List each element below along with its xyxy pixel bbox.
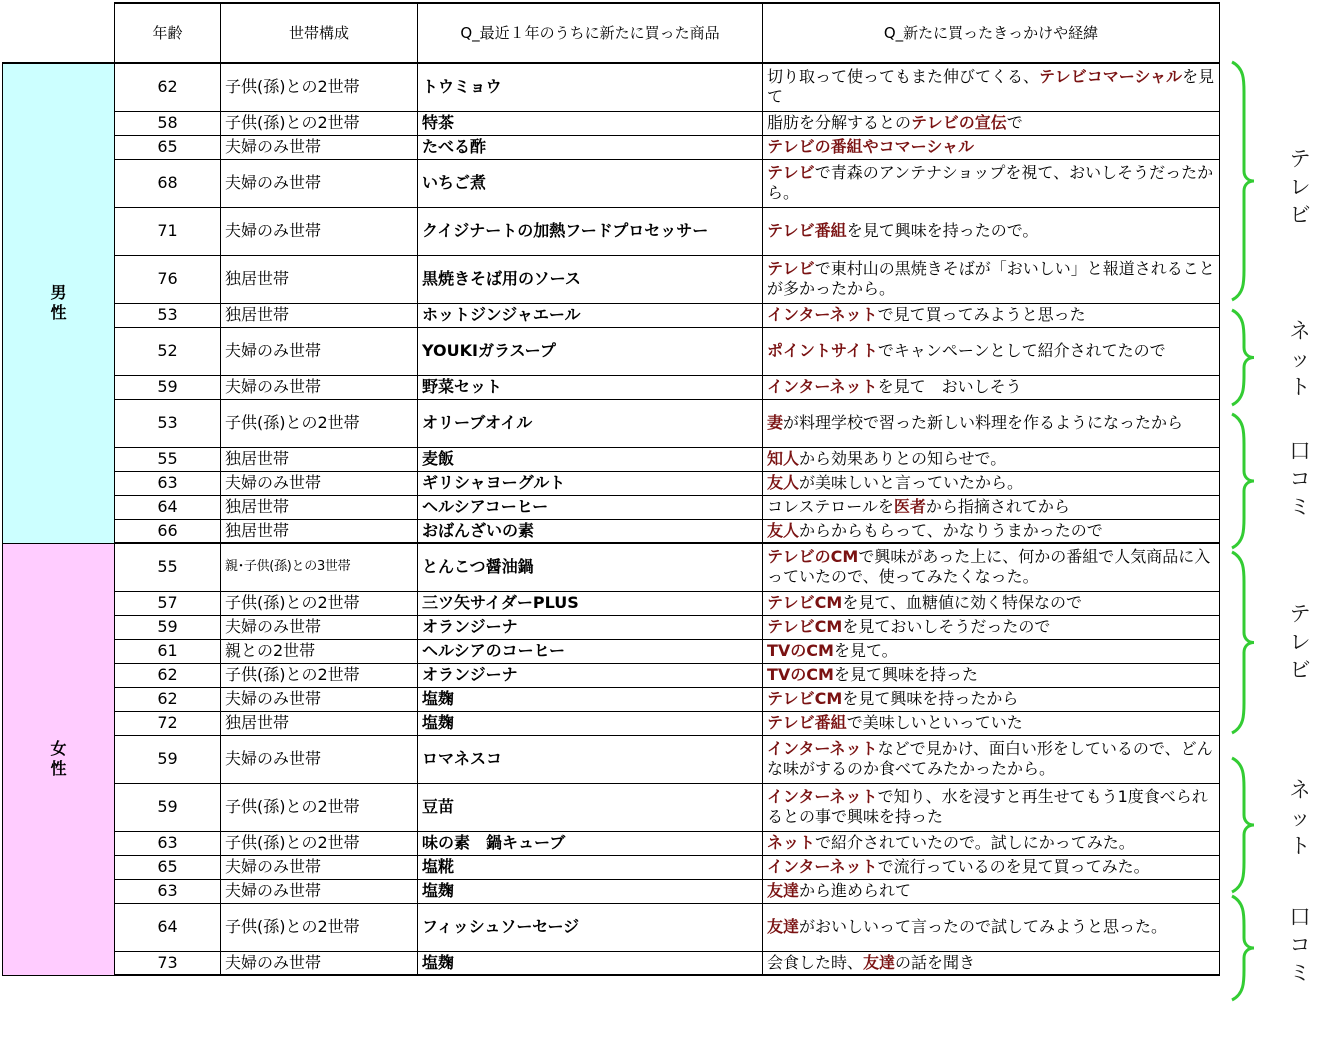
corner-cell — [3, 3, 115, 63]
household-cell: 独居世帯 — [221, 519, 418, 543]
reason-text: がおいしいって言ったので試してみようと思った。 — [799, 917, 1168, 936]
group-label-char: 性 — [50, 759, 67, 778]
household-cell: 夫婦のみ世帯 — [221, 471, 418, 495]
reason-text: の話を聞き — [895, 952, 976, 972]
category-label: テ レ ビ — [1289, 602, 1311, 682]
brace-shape — [1232, 896, 1254, 1000]
table-row — [3, 735, 1220, 783]
household-cell: 夫婦のみ世帯 — [221, 615, 418, 639]
category-braces — [1226, 0, 1266, 1053]
table-row — [3, 903, 1220, 951]
reason-cell — [763, 255, 1220, 303]
reason-cell — [763, 63, 1220, 111]
household-cell: 子供(孫)との2世帯 — [221, 399, 418, 447]
table-row — [3, 303, 1220, 327]
age-cell: 52 — [115, 327, 221, 375]
age-cell: 66 — [115, 519, 221, 543]
reason-source-highlight: テレビ — [767, 259, 815, 278]
age-cell: 71 — [115, 207, 221, 255]
table-row — [3, 135, 1220, 159]
age-cell: 68 — [115, 159, 221, 207]
reason-source-highlight: TVのCM — [767, 665, 834, 684]
household-cell: 子供(孫)との2世帯 — [221, 783, 418, 831]
household-cell: 独居世帯 — [221, 303, 418, 327]
product-cell: 塩麹 — [418, 879, 763, 903]
table-body — [3, 63, 1220, 975]
age-cell: 53 — [115, 399, 221, 447]
reason-source-highlight: 友達 — [863, 952, 896, 972]
reason-text: を見て興味を持ったから — [842, 689, 1019, 708]
reason-source-highlight: インターネット — [767, 857, 878, 876]
household-cell: 夫婦のみ世帯 — [221, 207, 418, 255]
table-row — [3, 639, 1220, 663]
table-row — [3, 879, 1220, 903]
household-cell: 子供(孫)との2世帯 — [221, 831, 418, 855]
table-row — [3, 63, 1220, 111]
product-cell: とんこつ醤油鍋 — [418, 543, 763, 591]
table-row — [3, 471, 1220, 495]
reason-text: を見て興味を持ったので。 — [846, 221, 1039, 240]
table-row — [3, 615, 1220, 639]
household-cell: 夫婦のみ世帯 — [221, 135, 418, 159]
reason-source-highlight: インターネット — [767, 377, 878, 396]
household-cell: 子供(孫)との2世帯 — [221, 63, 418, 111]
table-row — [3, 663, 1220, 687]
reason-cell — [763, 327, 1220, 375]
age-cell: 55 — [115, 447, 221, 471]
group-label-char: 女 — [50, 739, 67, 758]
reason-text: で — [1006, 113, 1023, 132]
age-cell: 53 — [115, 303, 221, 327]
household-cell: 独居世帯 — [221, 495, 418, 519]
header-row — [3, 3, 1220, 63]
category-label: テ レ ビ — [1289, 147, 1311, 227]
header-product: Q_最近１年のうちに新たに買った商品 — [418, 3, 763, 63]
brace-shape — [1232, 62, 1254, 300]
reason-text: で見て買ってみようと思った — [877, 305, 1086, 324]
household-cell: 子供(孫)との2世帯 — [221, 903, 418, 951]
product-cell: おばんざいの素 — [418, 519, 763, 543]
category-label: 口 コ ミ — [1289, 905, 1311, 985]
product-cell: 黒焼きそば用のソース — [418, 255, 763, 303]
age-cell: 76 — [115, 255, 221, 303]
household-cell: 親との2世帯 — [221, 639, 418, 663]
group-label-char: 性 — [50, 303, 67, 323]
household-cell: 夫婦のみ世帯 — [221, 687, 418, 711]
reason-cell — [763, 135, 1220, 159]
reason-source-highlight: インターネット — [767, 787, 878, 806]
group-female — [3, 543, 115, 975]
reason-text: で東村山の黒焼きそばが「おいしい」と報道されることが多かったから。 — [767, 259, 1215, 298]
age-cell: 59 — [115, 735, 221, 783]
reason-text: で美味しいといっていた — [846, 713, 1023, 732]
reason-text: からからもらって、かなりうまかったので — [799, 520, 1103, 540]
reason-cell — [763, 207, 1220, 255]
reason-text: を見ておいしそうだったので — [842, 617, 1051, 636]
reason-source-highlight: ネット — [767, 833, 816, 852]
table-row — [3, 207, 1220, 255]
reason-text: 会食した時、 — [767, 952, 864, 972]
household-cell: 独居世帯 — [221, 711, 418, 735]
product-cell: たべる酢 — [418, 135, 763, 159]
age-cell: 64 — [115, 903, 221, 951]
age-cell: 64 — [115, 495, 221, 519]
brace-shape — [1232, 758, 1254, 892]
table-row — [3, 711, 1220, 735]
product-cell: 野菜セット — [418, 375, 763, 399]
age-cell: 73 — [115, 951, 221, 975]
reason-cell — [763, 879, 1220, 903]
product-cell: ホットジンジャエール — [418, 303, 763, 327]
brace-shape — [1232, 310, 1254, 405]
reason-source-highlight: テレビCM — [767, 617, 843, 636]
reason-cell — [763, 471, 1220, 495]
reason-cell — [763, 855, 1220, 879]
reason-cell — [763, 543, 1220, 591]
product-cell: 麦飯 — [418, 447, 763, 471]
reason-cell — [763, 687, 1220, 711]
age-cell: 65 — [115, 855, 221, 879]
product-cell: 豆苗 — [418, 783, 763, 831]
reason-cell — [763, 903, 1220, 951]
household-cell: 親･子供(孫)との3世帯 — [221, 543, 418, 591]
product-cell: ヘルシアコーヒー — [418, 495, 763, 519]
age-cell: 65 — [115, 135, 221, 159]
reason-text: が美味しいと言っていたから。 — [799, 473, 1024, 492]
product-cell: 三ツ矢サイダーPLUS — [418, 591, 763, 615]
household-cell: 夫婦のみ世帯 — [221, 375, 418, 399]
product-cell: クイジナートの加熱フードプロセッサー — [418, 207, 763, 255]
reason-cell — [763, 111, 1220, 135]
reason-text: で青森のアンテナショップを視て、おいしそうだったから。 — [767, 163, 1214, 202]
age-cell: 72 — [115, 711, 221, 735]
age-cell: 62 — [115, 63, 221, 111]
product-cell: トウミョウ — [418, 63, 763, 111]
age-cell: 59 — [115, 375, 221, 399]
household-cell: 子供(孫)との2世帯 — [221, 591, 418, 615]
reason-text: で知り、水を浸すと再生せてもう1度食べられるとの事で興味を持った — [767, 787, 1208, 826]
reason-cell — [763, 375, 1220, 399]
household-cell: 夫婦のみ世帯 — [221, 735, 418, 783]
reason-cell — [763, 399, 1220, 447]
reason-cell — [763, 951, 1220, 975]
product-cell: ギリシャヨーグルト — [418, 471, 763, 495]
table-row — [3, 951, 1220, 975]
household-cell: 子供(孫)との2世帯 — [221, 111, 418, 135]
reason-text: から指摘されてから — [925, 497, 1070, 516]
reason-source-highlight: テレビのCM — [767, 547, 859, 567]
reason-cell — [763, 711, 1220, 735]
reason-source-highlight: 友達 — [767, 881, 800, 900]
reason-source-highlight: ポイントサイト — [767, 341, 878, 360]
product-cell: ロマネスコ — [418, 735, 763, 783]
age-cell: 57 — [115, 591, 221, 615]
reason-source-highlight: テレビ — [767, 163, 815, 182]
reason-source-highlight: インターネット — [767, 305, 878, 324]
household-cell: 独居世帯 — [221, 255, 418, 303]
reason-cell — [763, 591, 1220, 615]
age-cell: 59 — [115, 783, 221, 831]
reason-text: を見て — [767, 67, 1215, 107]
product-cell: 味の素 鍋キューブ — [418, 831, 763, 855]
product-cell: 塩麹 — [418, 687, 763, 711]
age-cell: 63 — [115, 831, 221, 855]
product-cell: 塩麹 — [418, 951, 763, 975]
reason-source-highlight: テレビの番組やコマーシャル — [767, 137, 975, 156]
reason-text: 脂肪を分解するとの — [767, 113, 912, 132]
product-cell: YOUKIガラスープ — [418, 327, 763, 375]
reason-source-highlight: 友達 — [767, 917, 800, 936]
table-row — [3, 783, 1220, 831]
reason-text: 切り取って使ってもまた伸びてくる、 — [767, 67, 1040, 87]
age-cell: 59 — [115, 615, 221, 639]
product-cell: オリーブオイル — [418, 399, 763, 447]
reason-cell — [763, 495, 1220, 519]
reason-source-highlight: テレビ番組 — [767, 713, 847, 732]
brace-shape — [1232, 414, 1254, 548]
reason-cell — [763, 447, 1220, 471]
reason-text: を見て おいしそう — [877, 377, 1022, 396]
household-cell: 独居世帯 — [221, 447, 418, 471]
reason-cell — [763, 159, 1220, 207]
reason-source-highlight: 知人 — [767, 449, 800, 468]
reason-source-highlight: インターネット — [767, 739, 878, 758]
table-row — [3, 591, 1220, 615]
table-row — [3, 855, 1220, 879]
header-age: 年齢 — [115, 3, 221, 63]
table-row — [3, 543, 1220, 591]
reason-text: コレステロールを — [767, 497, 894, 516]
reason-source-highlight: 友人 — [767, 473, 800, 492]
reason-cell — [763, 663, 1220, 687]
reason-source-highlight: テレビコマーシャル — [1039, 67, 1183, 87]
reason-text: を見て興味を持った — [833, 665, 978, 684]
reason-cell — [763, 615, 1220, 639]
category-label: ネ ッ ト — [1289, 778, 1311, 858]
category-label: 口 コ ミ — [1289, 439, 1311, 519]
household-cell: 夫婦のみ世帯 — [221, 951, 418, 975]
brace-shape — [1232, 552, 1254, 733]
product-cell: 塩糀 — [418, 855, 763, 879]
reason-source-highlight: テレビCM — [767, 593, 843, 612]
reason-text: から進められて — [799, 881, 912, 900]
product-cell: 特茶 — [418, 111, 763, 135]
household-cell: 夫婦のみ世帯 — [221, 327, 418, 375]
household-cell: 夫婦のみ世帯 — [221, 879, 418, 903]
table-row — [3, 255, 1220, 303]
table-row — [3, 495, 1220, 519]
survey-table — [2, 2, 1220, 976]
table-row — [3, 519, 1220, 543]
reason-source-highlight: TVのCM — [767, 641, 834, 660]
age-cell: 63 — [115, 879, 221, 903]
product-cell: オランジーナ — [418, 615, 763, 639]
group-label-char: 男 — [50, 283, 67, 303]
age-cell: 63 — [115, 471, 221, 495]
product-cell: いちご煮 — [418, 159, 763, 207]
reason-text: を見て、血糖値に効く特保なので — [842, 593, 1083, 612]
group-male — [3, 63, 115, 543]
reason-cell — [763, 519, 1220, 543]
reason-cell — [763, 639, 1220, 663]
reason-text: などで見かけ、面白い形をしているので、どんな味がするのか食べてみたかったから。 — [767, 739, 1213, 778]
header-household: 世帯構成 — [221, 3, 418, 63]
table-row — [3, 831, 1220, 855]
reason-source-highlight: テレビ番組 — [767, 221, 847, 240]
product-cell: オランジーナ — [418, 663, 763, 687]
product-cell: ヘルシアのコーヒー — [418, 639, 763, 663]
age-cell: 61 — [115, 639, 221, 663]
table-row — [3, 111, 1220, 135]
product-cell: フィッシュソーセージ — [418, 903, 763, 951]
age-cell: 62 — [115, 663, 221, 687]
age-cell: 58 — [115, 111, 221, 135]
table-row — [3, 447, 1220, 471]
reason-text: で紹介されていたので。試しにかってみた。 — [815, 833, 1135, 852]
household-cell: 夫婦のみ世帯 — [221, 855, 418, 879]
reason-cell — [763, 303, 1220, 327]
product-cell: 塩麹 — [418, 711, 763, 735]
reason-source-highlight: テレビCM — [767, 689, 843, 708]
age-cell: 55 — [115, 543, 221, 591]
table-row — [3, 327, 1220, 375]
reason-cell — [763, 783, 1220, 831]
reason-source-highlight: 友人 — [767, 520, 800, 540]
reason-text: から効果ありとの知らせで。 — [799, 449, 1007, 468]
table-row — [3, 399, 1220, 447]
reason-source-highlight: テレビの宣伝 — [911, 113, 1007, 132]
reason-text: が料理学校で習った新しい料理を作るようになったから — [783, 413, 1184, 432]
category-label: ネ ッ ト — [1289, 319, 1311, 399]
reason-source-highlight: 医者 — [893, 497, 926, 516]
household-cell: 夫婦のみ世帯 — [221, 159, 418, 207]
reason-cell — [763, 735, 1220, 783]
reason-text: で流行っているのを見て買ってみた。 — [877, 857, 1150, 876]
reason-text: を見て。 — [833, 641, 898, 660]
header-reason: Q_新たに買ったきっかけや経緯 — [763, 3, 1220, 63]
reason-text: で興味があった上に、何かの番組で人気商品に入っていたので、使ってみたくなった。 — [767, 547, 1211, 587]
reason-source-highlight: 妻 — [767, 413, 784, 432]
table-row — [3, 375, 1220, 399]
reason-text: でキャンペーンとして紹介されてたので — [877, 341, 1166, 360]
table-row — [3, 159, 1220, 207]
household-cell: 子供(孫)との2世帯 — [221, 663, 418, 687]
reason-cell — [763, 831, 1220, 855]
table-row — [3, 687, 1220, 711]
age-cell: 62 — [115, 687, 221, 711]
